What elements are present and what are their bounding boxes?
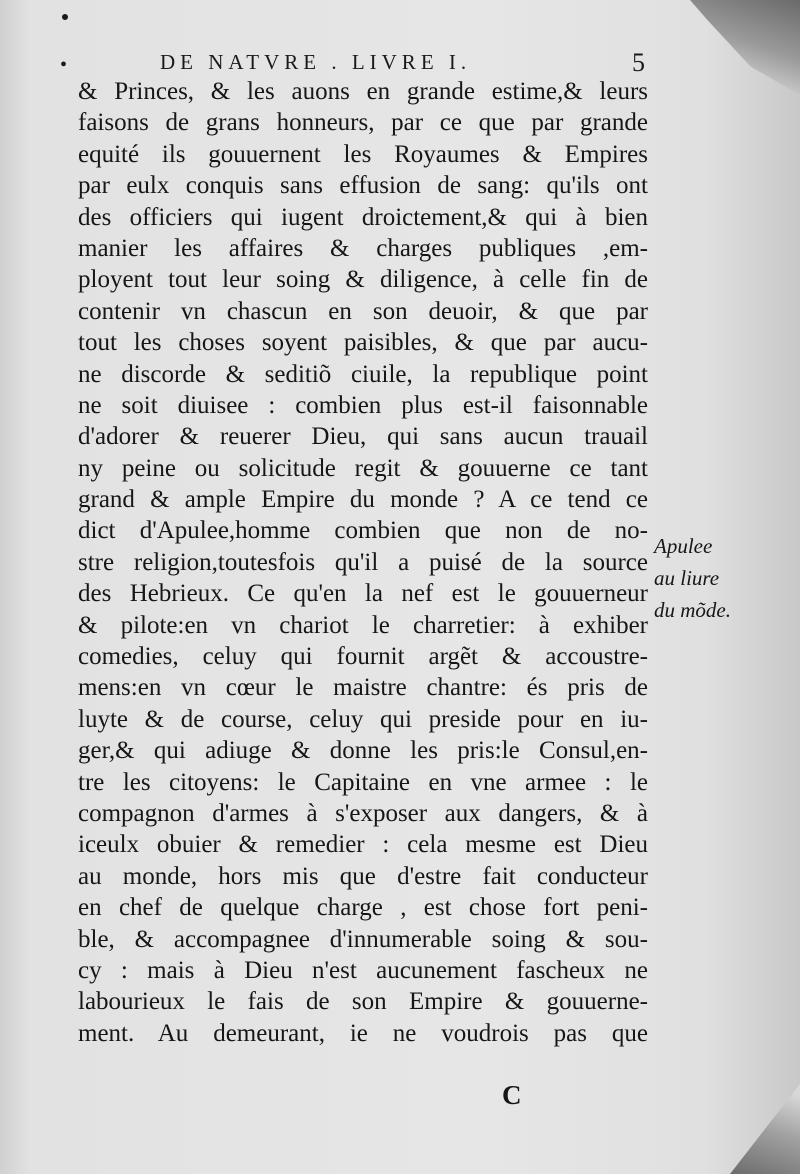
text-line: luyte & de course, celuy qui preside pour en iu- [78,705,648,733]
margin-note-line: Apulee [654,534,713,558]
text-line: ployent tout leur soing & diligence, à celle fin de [78,266,648,294]
text-line: tre les citoyens: le Capitaine en vne armee : le [78,768,648,796]
margin-note-line: du mõde. [654,598,731,622]
text-line: ny peine ou solicitude regit & gouuerne ce tant [78,454,648,482]
text-line: ne discorde & seditiõ ciuile, la republique point [78,360,648,388]
page-corner-shadow-bottom [730,1084,800,1174]
text-line: comedies, celuy qui fournit argẽt & accoustre- [78,643,648,671]
text-line: dict d'Apulee,homme combien que non de no- [78,517,648,545]
body-text [78,76,648,1049]
text-line: ble, & accompagnee d'innumerable soing & sou- [78,925,648,953]
text-line: contenir vn chascun en son deuoir, & que par [78,297,648,325]
margin-note-line: au liure [654,566,720,590]
text-line: des officiers qui iugent droictement,& qui à bien [78,203,648,231]
text-line: en chef de quelque charge , est chose fort peni- [78,894,648,922]
running-header [60,48,660,78]
text-line: ment. Au demeurant, ie ne voudrois pas que [78,1019,648,1047]
margin-note [654,530,794,626]
text-line: labourieux le fais de son Empire & gouuerne- [78,988,648,1016]
text-line: iceulx obuier & remedier : cela mesme est Dieu [78,831,648,859]
text-line: compagnon d'armes à s'exposer aux dangers, & à [78,799,648,827]
text-line: tout les choses soyent paisibles, & que par aucu- [78,329,648,357]
signature-mark: C [502,1080,522,1110]
page-number: 5 [632,48,645,77]
text-line: & Princes, & les auons en grande estime,& leurs [78,78,648,105]
text-line: stre religion,toutesfois qu'il a puisé de la source [78,548,648,576]
text-line: faisons de grans honneurs, par ce que par grande [78,109,648,137]
ink-dot [62,14,68,20]
text-line: grand & ample Empire du monde ? A ce tend ce [78,486,648,514]
text-line: d'adorer & reuerer Dieu, qui sans aucun trauail [78,423,648,451]
text-line: cy : mais à Dieu n'est aucunement fascheux ne [78,956,648,984]
text-line: des Hebrieux. Ce qu'en la nef est le gouuerneur [78,580,648,608]
page-corner-shadow-top [690,0,800,95]
text-line: equité ils gouuernent les Royaumes & Empires [78,140,648,168]
running-title: DE NATVRE . LIVRE I. [160,50,472,74]
text-line: ne soit diuisee : combien plus est-il faisonnable [78,391,648,419]
text-line: par eulx conquis sans effusion de sang: qu'ils ont [78,172,648,200]
text-line: mens:en vn cœur le maistre chantre: és pris de [78,674,648,702]
text-line: ger,& qui adiuge & donne les pris:le Consul,en- [78,737,648,765]
text-line: & pilote:en vn chariot le charretier: à exhiber [78,611,648,639]
text-line: manier les affaires & charges publiques ,em- [78,234,648,262]
header-bullet: • [60,54,68,76]
text-line: au monde, hors mis que d'estre fait conducteur [78,862,648,890]
